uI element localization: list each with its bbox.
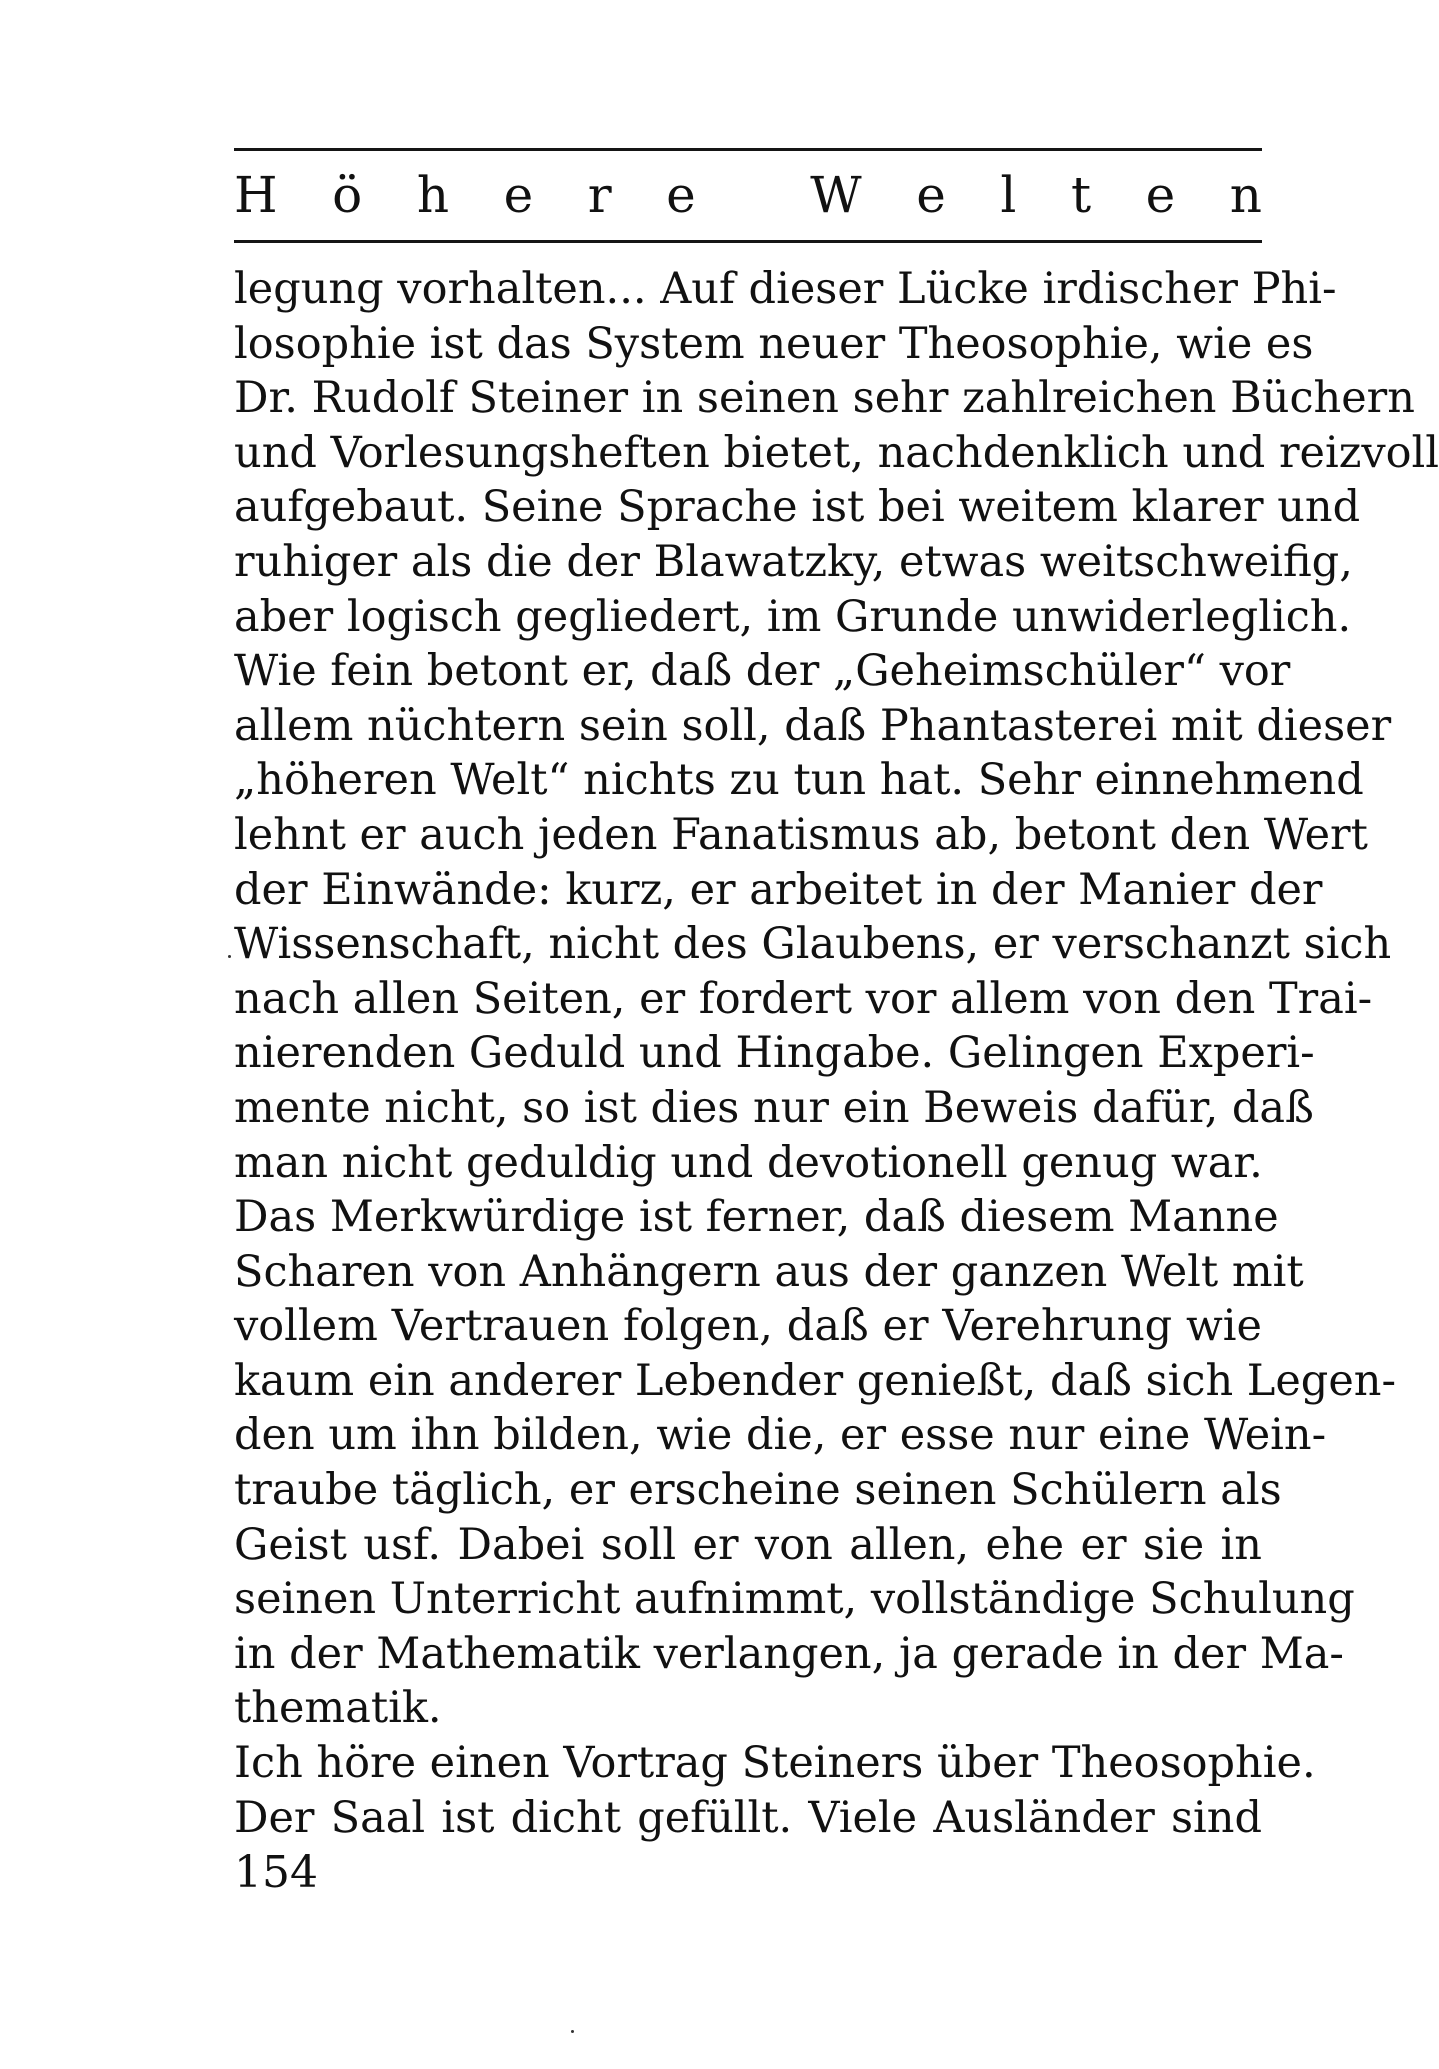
text-line: den um ihn bilden, wie die, er esse nur eine Wein- [234, 1410, 1327, 1461]
text-line: und Vorlesungsheften bietet, nachdenklich und reizvoll [234, 427, 1439, 478]
header-rule-bottom [234, 240, 1262, 243]
running-head-letter: h [416, 166, 450, 224]
text-line: Wie fein betont er, daß der „Geheimschüler“ vor [234, 646, 1291, 697]
text-line: Das Merkwürdige ist ferner, daß diesem Manne [234, 1192, 1279, 1243]
text-line: kaum ein anderer Lebender genießt, daß sich Legen- [234, 1355, 1397, 1406]
text-line: Der Saal ist dicht gefüllt. Viele Ausländer sind [234, 1792, 1262, 1843]
text-line: thematik. [234, 1683, 442, 1734]
text-line: der Einwände: kurz, er arbeitet in der Manier der [234, 864, 1323, 915]
print-speck [571, 2030, 574, 2033]
running-head-letter: ö [332, 166, 363, 224]
text-line: man nicht geduldig und devotionell genug war. [234, 1137, 1263, 1188]
text-line: Ich höre einen Vortrag Steiners über Theosophie. [234, 1738, 1316, 1789]
text-line: allem nüchtern sein soll, daß Phantasterei mit dieser [234, 700, 1392, 751]
text-line: ruhiger als die der Blawatzky, etwas weitschweifig, [234, 536, 1353, 587]
text-line: Dr. Rudolf Steiner in seinen sehr zahlreichen Büchern [234, 373, 1415, 424]
text-line: seinen Unterricht aufnimmt, vollständige Schulung [234, 1574, 1355, 1625]
text-line: mente nicht, so ist dies nur ein Beweis dafür, daß [234, 1082, 1314, 1133]
page-number: 154 [234, 1847, 318, 1898]
running-head-letter: r [587, 166, 612, 224]
running-head-letter: e [916, 166, 946, 224]
text-line: vollem Vertrauen folgen, daß er Verehrung wie [234, 1301, 1262, 1352]
text-line: Scharen von Anhängern aus der ganzen Welt mit [234, 1246, 1304, 1297]
running-head-letter: e [1145, 166, 1176, 224]
running-head-letter: e [503, 166, 534, 224]
text-line: „höheren Welt“ nichts zu tun hat. Sehr einnehmend [234, 755, 1364, 806]
running-head-letter: n [1229, 166, 1262, 224]
text-line: lehnt er auch jeden Fanatismus ab, betont den Wert [234, 809, 1368, 860]
text-line: Wissenschaft, nicht des Glaubens, er verschanzt sich [234, 919, 1392, 970]
running-head-letter: t [1070, 166, 1092, 224]
text-line: losophie ist das System neuer Theosophie, wie es [234, 318, 1314, 369]
running-head [234, 163, 1262, 227]
text-line: aber logisch gegliedert, im Grunde unwiderleglich. [234, 591, 1352, 642]
running-head-letter: l [1000, 166, 1017, 224]
text-line: Geist usf. Dabei soll er von allen, ehe er sie in [234, 1519, 1262, 1570]
text-line: nierenden Geduld und Hingabe. Gelingen Experi- [234, 1028, 1315, 1079]
print-speck [228, 955, 231, 958]
running-head-letter: e [666, 166, 696, 224]
text-line: in der Mathematik verlangen, ja gerade in der Ma- [234, 1628, 1344, 1679]
text-line: nach allen Seiten, er fordert vor allem von den Trai- [234, 973, 1373, 1024]
text-line: traube täglich, er erscheine seinen Schülern als [234, 1465, 1282, 1516]
running-head-letter: H [234, 166, 278, 224]
header-rule-top [234, 148, 1262, 151]
running-head-letter: W [810, 166, 862, 224]
body-text [234, 262, 1439, 1845]
text-line: legung vorhalten... Auf dieser Lücke irdischer Phi- [234, 264, 1337, 314]
text-line: aufgebaut. Seine Sprache ist bei weitem klarer und [234, 482, 1361, 533]
